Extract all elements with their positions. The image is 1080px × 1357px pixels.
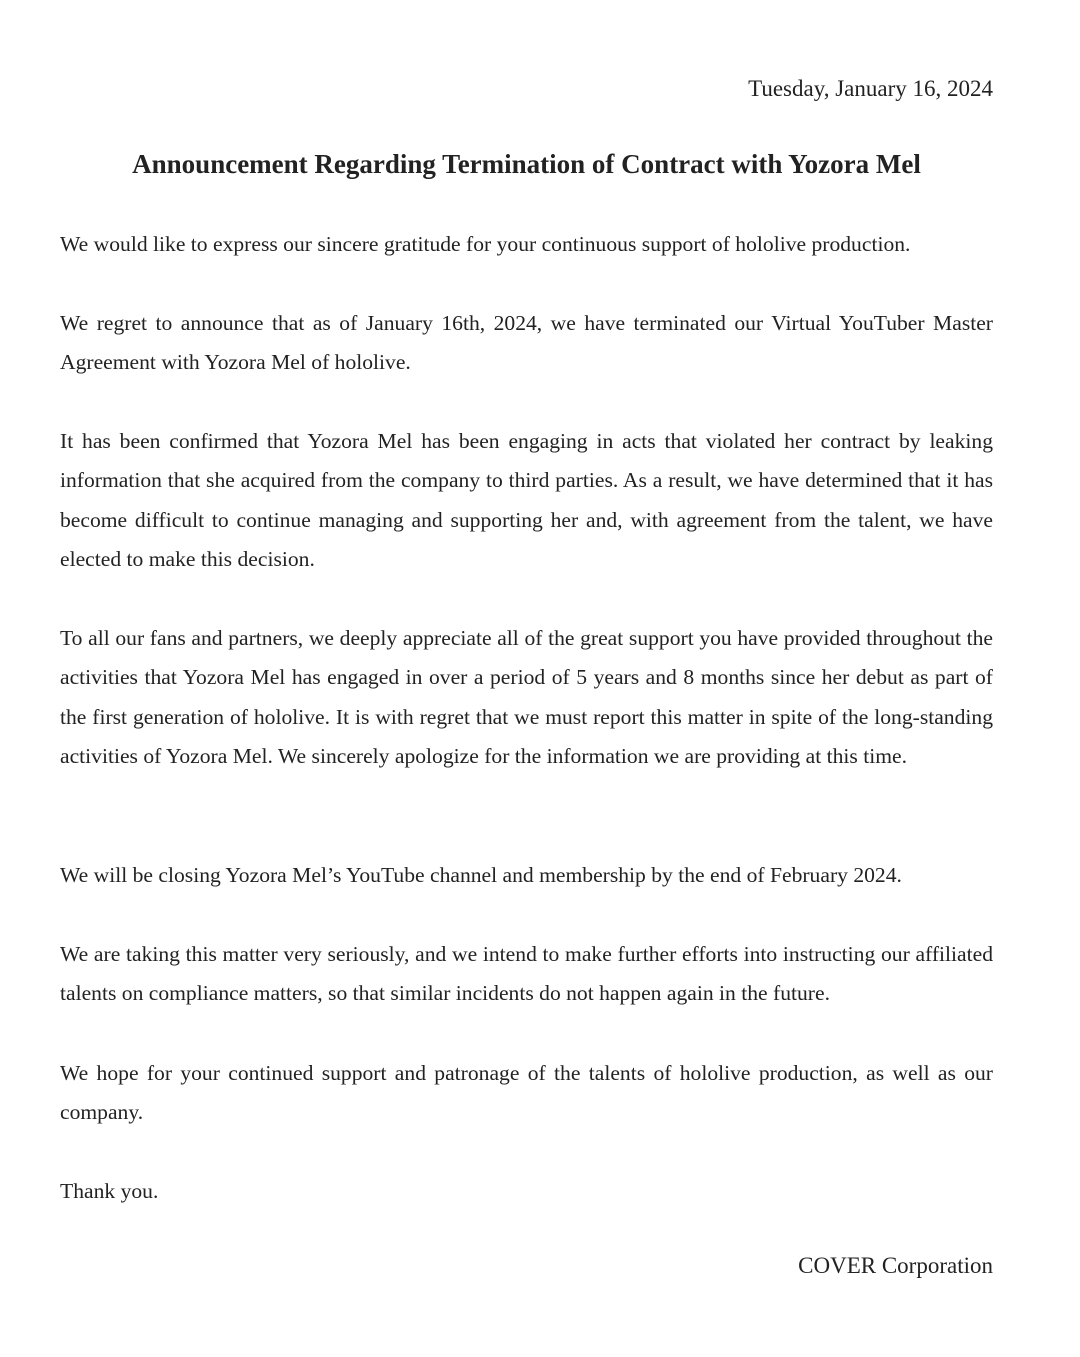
paragraph-gratitude: We would like to express our sincere gratitude for your continuous support of hololive production. bbox=[60, 232, 911, 256]
signature: COVER Corporation bbox=[798, 1253, 993, 1278]
announcement-date: Tuesday, January 16, 2024 bbox=[748, 76, 993, 101]
announcement-document bbox=[60, 0, 993, 1357]
paragraph-termination: We regret to announce that as of January 16th, 2024, we have terminated our Virtual YouTuber Master Agreement with Yozora Mel of hololive. bbox=[60, 311, 993, 375]
paragraph-continued-support: We hope for your continued support and patronage of the talents of hololive production, as well as our company. bbox=[60, 1061, 993, 1125]
paragraph-appreciation: To all our fans and partners, we deeply appreciate all of the great support you have provided throughout the activities that Yozora Mel has engaged in over a period of 5 years and 8 months since her debut as part of the first generation of hololive. It is with regret that we must report this matter in spite of the long-standing activities of Yozora Mel. We sincerely apologize for the information we are providing at this time. bbox=[60, 626, 993, 768]
paragraph-reason: It has been confirmed that Yozora Mel has been engaging in acts that violated her contract by leaking information that she acquired from the company to third parties. As a result, we have determined that it has become difficult to continue managing and supporting her and, with agreement from the talent, we have elected to make this decision. bbox=[60, 429, 993, 571]
paragraph-thank-you: Thank you. bbox=[60, 1179, 159, 1203]
paragraph-channel-closing: We will be closing Yozora Mel’s YouTube channel and membership by the end of February 2024. bbox=[60, 863, 902, 887]
paragraph-compliance: We are taking this matter very seriously, and we intend to make further efforts into instructing our affiliated talents on compliance matters, so that similar incidents do not happen again in the future. bbox=[60, 942, 993, 1006]
announcement-title: Announcement Regarding Termination of Contract with Yozora Mel bbox=[132, 149, 921, 179]
